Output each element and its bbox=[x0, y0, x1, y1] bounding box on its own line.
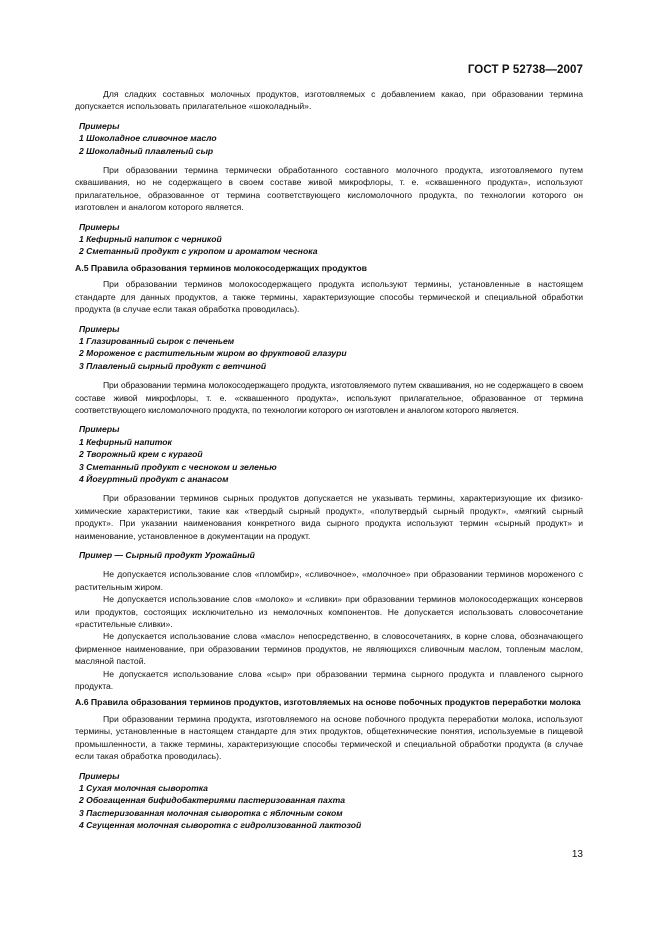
examples-block bbox=[79, 221, 583, 258]
section-heading-a6: А.6 Правила образования терминов продуктов, изготовляемых на основе побочных продуктов переработки молока bbox=[75, 697, 581, 708]
example-item: 1 Кефирный напиток с черникой bbox=[79, 234, 222, 245]
section-heading-a5: А.5 Правила образования терминов молокосодержащих продуктов bbox=[75, 262, 368, 273]
paragraph: Не допускается использование слов «пломбир», «сливочное», «молочное» при образовании терминов мороженого с растительным жиром. bbox=[75, 569, 583, 592]
example-item: 2 Обогащенная бифидобактериями пастеризованная пахта bbox=[79, 795, 346, 806]
examples-block bbox=[79, 423, 583, 485]
example-item: 3 Сметанный продукт с чесноком и зеленью bbox=[79, 461, 277, 472]
paragraph: Не допускается использование слов «молоко» и «сливки» при образовании терминов молокосодержащих консервов или продуктов, состоящих исключительно из немолочных компонентов. Не допускается использовать словосочетание «растительные сливки». bbox=[75, 594, 583, 630]
paragraph: При образовании термина термически обработанного составного молочного продукта, изготовляемого путем сквашивания, но не содержащего в своем составе живой микрофлоры, т. е. «сквашенного продукта», используют прилагательное, образованное от термина соответствующего кисломолочного продукта, по технологии которого он изготовлен и аналогом которого является. bbox=[75, 165, 583, 213]
examples-title: Примеры bbox=[79, 770, 120, 781]
example-single: Пример — Сырный продукт Урожайный bbox=[79, 550, 255, 560]
example-item: 2 Шоколадный плавленый сыр bbox=[79, 145, 214, 156]
paragraph: При образовании термина продукта, изготовляемого на основе побочного продукта переработки молока, используют термины, установленные в настоящем стандарте для этих продуктов, общетехнические понятия, используемые в пищевой промышленности, а также термины, характеризующие способы термической и специальной обработки продукта (в случае если такая обработка проводилась). bbox=[75, 713, 583, 762]
example-item: 4 Сгущенная молочная сыворотка с гидролизованной лактозой bbox=[79, 820, 362, 831]
example-item: 4 Йогуртный продукт с ананасом bbox=[79, 473, 229, 484]
paragraph: При образовании терминов молокосодержащего продукта используют термины, установленные в настоящем стандарте для данных продуктов, а также термины, характеризующие способы термической и специальной обработки продукта (в случае если такая обработка проводилась). bbox=[75, 279, 583, 315]
example-item: 1 Сухая молочная сыворотка bbox=[79, 782, 208, 793]
document-body bbox=[75, 88, 583, 832]
examples-block bbox=[79, 120, 583, 157]
example-item: 2 Сметанный продукт с укропом и ароматом чеснока bbox=[79, 246, 318, 257]
examples-title: Примеры bbox=[79, 323, 120, 334]
paragraph: Не допускается использование слова «масло» непосредственно, в словосочетаниях, в корне слова, обозначающего фирменное наименование, при образовании терминов продуктов, не являющихся сливочным маслом, топленым маслом, масляной пастой. bbox=[75, 631, 583, 667]
examples-title: Примеры bbox=[79, 424, 120, 435]
example-item: 2 Творожный крем с курагой bbox=[79, 449, 203, 460]
examples-title: Примеры bbox=[79, 221, 120, 232]
examples-block bbox=[79, 770, 583, 832]
examples-block bbox=[79, 323, 583, 373]
paragraph: При образовании термина молокосодержащего продукта, изготовляемого путем сквашивания, но не содержащего в своем составе живой микрофлоры, т. е. «сквашенного продукта», используют прилагательное, образованное от термина соответствующего кисломолочного продукта, по технологии которого он изготовлен и аналогом которого является. bbox=[75, 380, 583, 415]
paragraph: При образовании терминов сырных продуктов допускается не указывать термины, характеризующие их физико-химические характеристики, такие как «твердый сырный продукт», «полутвердый сырный продукт», «мягкий сырный продукт». При указании наименования конкретного вида сырного продукта используют термин «сырный продукт» и наименование, установленное в документации на продукт. bbox=[75, 493, 583, 541]
example-item: 2 Мороженое с растительным жиром во фруктовой глазури bbox=[79, 348, 347, 359]
examples-title: Примеры bbox=[79, 120, 120, 131]
example-item: 1 Глазированный сырок с печеньем bbox=[79, 335, 235, 346]
example-item: 3 Плавленый сырный продукт с ветчиной bbox=[79, 360, 267, 371]
example-item: 1 Кефирный напиток bbox=[79, 436, 172, 447]
page-number: 13 bbox=[571, 849, 583, 860]
example-item: 3 Пастеризованная молочная сыворотка с яблочным соком bbox=[79, 807, 343, 818]
example-item: 1 Шоколадное сливочное масло bbox=[79, 133, 217, 144]
document-code: ГОСТ Р 52738—2007 bbox=[467, 64, 583, 76]
paragraph: Не допускается использование слова «сыр» при образовании термина сырного продукта и плавленого сырного продукта. bbox=[75, 668, 583, 692]
paragraph: Для сладких составных молочных продуктов, изготовляемых с добавлением какао, при образовании термина допускается использовать прилагательное «шоколадный». bbox=[75, 89, 583, 112]
